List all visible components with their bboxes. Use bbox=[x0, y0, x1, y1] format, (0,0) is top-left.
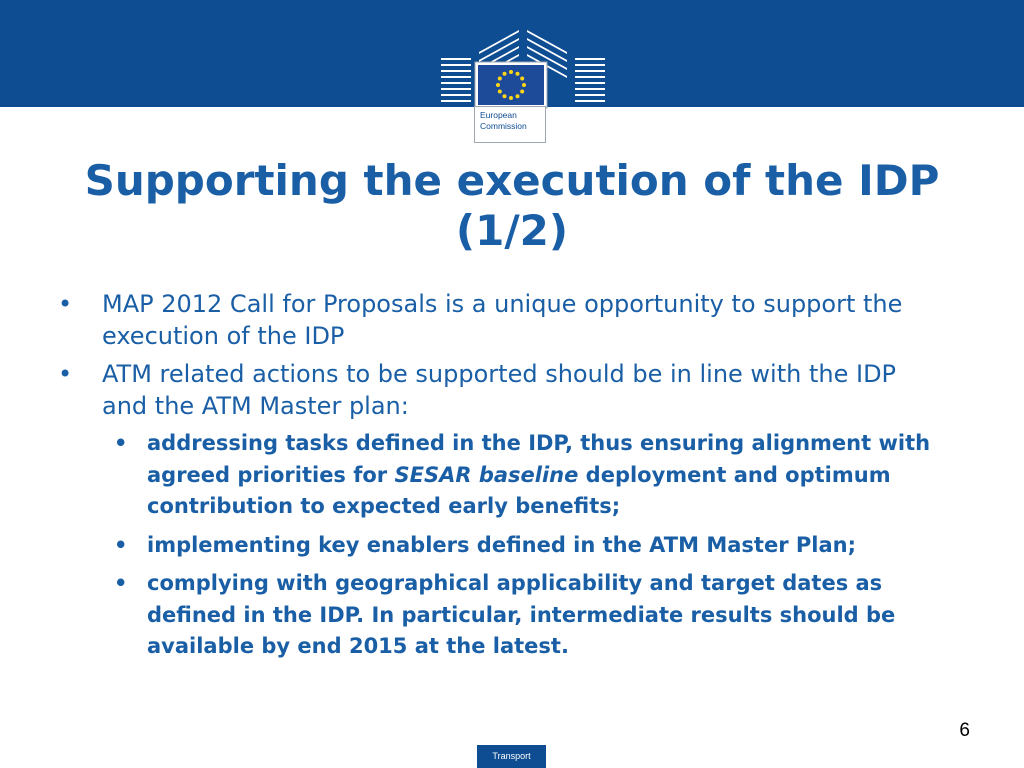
slide-title bbox=[40, 156, 984, 256]
sub-bullet-icon: • bbox=[114, 532, 128, 557]
logo-label-line1: European bbox=[480, 110, 517, 120]
bullet-text: MAP 2012 Call for Proposals is a unique opportunity to support the execution of the IDP bbox=[102, 290, 903, 350]
bullet-icon: • bbox=[58, 360, 73, 388]
bullet-icon: • bbox=[58, 290, 73, 318]
sub-bullet-list bbox=[114, 428, 978, 663]
page-number: 6 bbox=[959, 720, 970, 741]
slide-title-line2: (1/2) bbox=[455, 206, 569, 255]
slide-title-line1: Supporting the execution of the IDP bbox=[84, 156, 940, 205]
sub-bullet-text: implementing key enablers defined in the ATM Master Plan; bbox=[147, 532, 856, 557]
bullet-item-2 bbox=[58, 358, 918, 422]
slide-content bbox=[58, 288, 978, 670]
sub-bullet-item-2 bbox=[114, 530, 956, 562]
logo-label bbox=[474, 106, 546, 143]
sub-bullet-icon: • bbox=[114, 431, 128, 455]
sub-bullet-text-part2: deployment and optimum contribution to expected early benefits; bbox=[147, 462, 891, 518]
sub-bullet-item-1 bbox=[114, 428, 956, 523]
sub-bullet-emphasis: SESAR baseline bbox=[394, 462, 579, 487]
sub-bullet-text: complying with geographical applicability and target dates as defined in the IDP. In particular, intermediate results should be available by end 2015 at the latest. bbox=[147, 571, 896, 658]
bullet-item-1 bbox=[58, 288, 918, 352]
sub-bullet-text-part1: addressing tasks defined in the IDP, thus ensuring alignment with agreed priorities for bbox=[147, 431, 931, 487]
sub-bullet-item-3 bbox=[114, 568, 956, 663]
footer-transport-tag: Transport bbox=[477, 745, 546, 768]
logo-label-line2: Commission bbox=[480, 121, 527, 131]
bullet-text: ATM related actions to be supported should be in line with the IDP and the ATM Master plan: bbox=[102, 360, 897, 420]
sub-bullet-icon: • bbox=[114, 571, 128, 595]
